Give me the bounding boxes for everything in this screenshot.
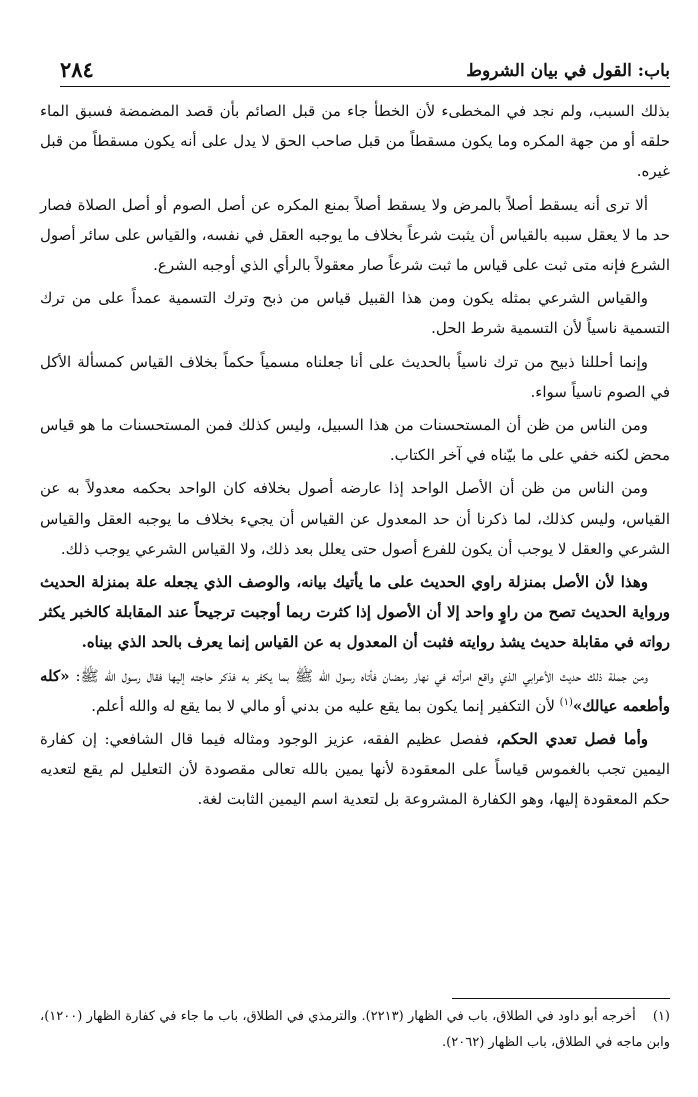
footnote bbox=[40, 1004, 670, 1056]
bold-text: «كله وأطعمه عيالك» bbox=[40, 666, 670, 715]
footnote-separator bbox=[452, 998, 670, 999]
paragraph bbox=[40, 410, 670, 470]
footnote-text: أخرجه أبو داود في الطلاق، باب في الظهار (٢٢١٣). والترمذي في الطلاق، باب ما جاء في كفارة الظهار (١٢٠٠)، وابن ماجه في الطلاق، باب الظهار (٢٠٦٢). bbox=[40, 1009, 670, 1050]
text-segment: ومن الناس من ظن أن الأصل الواحد إذا عارضه أصول بخلافه كان الواحد بحكمه معدولاً به عن القياس، وليس كذلك، لما ذكرنا أن حد المعدول عن القياس أن يجيء بخلاف ما يوجبه العقل والقياس الشرعي والعقل لا يوجب أن يكون للفرع أصول حتى يعلل بعد ذلك، ولا القياس الشرعي يوجب ذلك. bbox=[40, 479, 670, 558]
paragraph bbox=[40, 473, 670, 564]
footnote-number: (١) bbox=[652, 1009, 670, 1024]
page-header bbox=[60, 52, 670, 87]
paragraph bbox=[40, 661, 670, 721]
text-segment: ومن الناس من ظن أن المستحسنات من هذا السبيل، وليس كذلك فمن المستحسنات ما هو قياس محض لكنه خفي على ما بيّناه في آخر الكتاب. bbox=[40, 416, 670, 465]
footnote-reference: (١) bbox=[559, 696, 573, 708]
chapter-title: باب: القول في بيان الشروط bbox=[466, 61, 670, 81]
paragraph bbox=[40, 283, 670, 343]
text-segment: لأن التكفير إنما يكون بما يقع عليه من بدني أو مالي لا بما يقع له والله أعلم. bbox=[91, 696, 560, 715]
text-segment: والقياس الشرعي بمثله يكون ومن هذا القبيل قياس من ذبح وترك التسمية عمداً على من ترك التسمية ناسياً لأن التسمية شرط الحل. bbox=[40, 289, 670, 338]
bold-text: وهذا لأن الأصل بمنزلة راوي الحديث على ما يأتيك بيانه، والوصف الذي يجعله علة بمنزلة الحديث ورواية الحديث تصح من راوٍ واحد إلا أن الأصول إذا كثرت ربما أوجبت ترجيحاً عند المقابلة كالخبر يكثر رواته في مقابلة حديث يشذ روايته فثبت أن المعدول به عن القياس إنما يعرف بالحد الذي بيناه. bbox=[40, 573, 670, 652]
text-segment: ألا ترى أنه يسقط أصلاً بالمرض ولا يسقط أصلاً بمنع المكره عن أصل الصوم أو أصل الصلاة فصار حد ما لا يعقل سببه بالقياس أن يثبت شرعاً بخلاف ما يوجبه العقل في نفسه، والقياس على سائر أصول الشرع فإنه متى ثبت على قياس ما ثبت شرعاً صار معقولاً بالرأي الذي أوجبه الشرع. bbox=[40, 195, 670, 275]
paragraph bbox=[40, 190, 670, 281]
text-segment: ومن جملة ذلك حديث الأعرابي الذي واقع امرأته في نهار رمضان فأتاه رسول الله ﷺ بما يكفر به فذكر حاجته إليها فقال رسول الله ﷺ: bbox=[69, 666, 648, 685]
paragraph bbox=[40, 724, 670, 815]
paragraph bbox=[40, 567, 670, 658]
text-segment: وإنما أحللنا ذبيح من ترك ناسياً بالحديث على أنا جعلناه مسمياً حكماً بخلاف القياس كمسألة الأكل في الصوم ناسياً سواء. bbox=[40, 352, 670, 401]
page-number: ٢٨٤ bbox=[60, 57, 94, 82]
paragraph bbox=[40, 96, 670, 187]
bold-text: وأما فصل تعدي الحكم، bbox=[496, 730, 648, 749]
paragraph bbox=[40, 347, 670, 407]
text-segment: بذلك السبب، ولم نجد في المخطىء لأن الخطأ جاء من قبل الصائم بأن قصد المضمضة فسبق الماء حلقه أو من جهة المكره وما يكون مسقطاً من قبل صاحب الحق لا يدل على أنه يكون مسقطاً من قبل غيره. bbox=[40, 102, 670, 181]
text-segment: ففصل عظيم الفقه، عزيز الوجود ومثاله فيما قال الشافعي: إن كفارة اليمين تجب بالغموس قياساً على المعقودة لأنها يمين بالله تعالى مقصودة لأن التعليل لم يقع لتعديه حكم المعقودة إليها، وهو الكفارة المشروعة بل لتعدية اسم اليمين الثابت لغة. bbox=[40, 730, 670, 809]
body-text bbox=[40, 96, 670, 818]
